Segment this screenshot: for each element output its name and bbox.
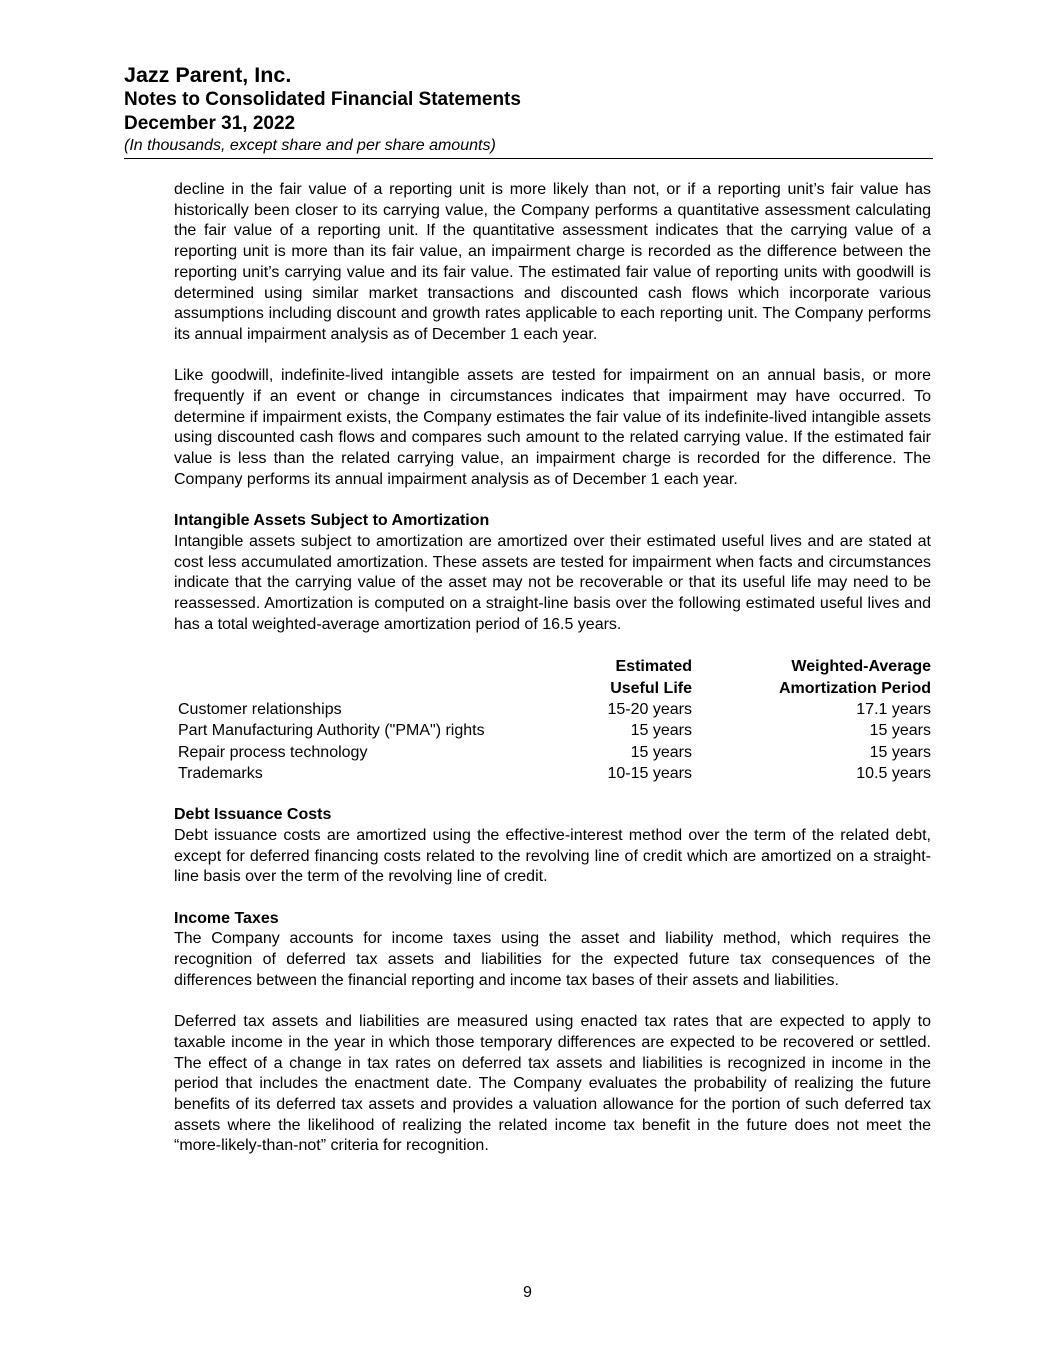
amortization-period: 17.1 years <box>856 700 931 718</box>
document-body <box>174 180 931 1157</box>
intangibles-heading: Intangible Assets Subject to Amortization <box>174 512 490 530</box>
income-taxes-heading: Income Taxes <box>174 909 279 927</box>
useful-life-table <box>178 656 931 784</box>
asset-name: Trademarks <box>178 765 263 783</box>
report-date: December 31, 2022 <box>124 113 296 134</box>
useful-life: 15-20 years <box>607 700 692 718</box>
useful-life: 15 years <box>630 743 692 761</box>
useful-life: 15 years <box>630 722 692 740</box>
useful-life: 10-15 years <box>607 765 692 783</box>
document-title: Notes to Consolidated Financial Statements <box>124 89 521 110</box>
indefinite-lived-paragraph: Like goodwill, indefinite-lived intangible assets are tested for impairment on an annual basis, or more frequently if an event or change in circumstances indicates that impairment may have occurred. To determine if impairment exists, the Company estimates the fair value of its indefinite-lived intangible assets using discounted cash flows and compares such amount to the related carrying value. If the estimated fair value is less than the related carrying value, an impairment charge is recorded for the difference. The Company performs its annual impairment analysis as of December 1 each year. <box>174 367 931 488</box>
company-name: Jazz Parent, Inc. <box>124 63 292 87</box>
col-wavg-header-1: Weighted-Average <box>791 658 931 676</box>
asset-name: Repair process technology <box>178 743 368 761</box>
debt-paragraph: Debt issuance costs are amortized using the effective-interest method over the term of the related debt, except for deferred financing costs related to the revolving line of credit which are amortized on a straight-line basis over the term of the revolving line of credit. <box>174 826 931 886</box>
amortization-period: 10.5 years <box>856 765 931 783</box>
units-note: (In thousands, except share and per share amounts) <box>124 137 496 154</box>
asset-name: Customer relationships <box>178 700 342 718</box>
amortization-period: 15 years <box>869 743 931 761</box>
intangibles-paragraph: Intangible assets subject to amortization are amortized over their estimated useful lives and are stated at cost less accumulated amortization. These assets are tested for impairment when facts and circumstances indicate that the carrying value of the asset may not be recoverable or that its useful life may need to be reassessed. Amortization is computed on a straight-line basis over the following estimated useful lives and has a total weighted-average amortization period of 16.5 years. <box>174 532 931 633</box>
goodwill-paragraph: decline in the fair value of a reporting unit is more likely than not, or if a reporting unit’s fair value has historically been closer to its carrying value, the Company performs a quantitative assessment calculating the fair value of a reporting unit. If the quantitative assessment indicates that the carrying value of a reporting unit is more than its fair value, an impairment charge is recorded as the difference between the reporting unit’s carrying value and its fair value. The estimated fair value of reporting units with goodwill is determined using similar market transactions and discounted cash flows which incorporate various assumptions including discount and growth rates applicable to each reporting unit. The Company performs its annual impairment analysis as of December 1 each year. <box>174 181 931 343</box>
table-header-row <box>178 678 931 699</box>
page-header <box>124 62 933 156</box>
table-header-row <box>178 656 931 677</box>
income-taxes-paragraph-1: The Company accounts for income taxes using the asset and liability method, which requires the recognition of deferred tax assets and liabilities for the expected future tax consequences of the differences between the financial reporting and income tax bases of their assets and liabilities. <box>174 930 931 989</box>
asset-name: Part Manufacturing Authority ("PMA") rights <box>178 722 485 740</box>
table-row <box>178 699 931 720</box>
table-row <box>178 742 931 763</box>
col-life-header-1: Estimated <box>615 658 692 676</box>
col-life-header-2: Useful Life <box>610 679 692 697</box>
income-taxes-paragraph-2: Deferred tax assets and liabilities are measured using enacted tax rates that are expected to apply to taxable income in the year in which those temporary differences are expected to be recovered or settled. The effect of a change in tax rates on deferred tax assets and liabilities is recognized in income in the period that includes the enactment date. The Company evaluates the probability of realizing the future benefits of its deferred tax assets and provides a valuation allowance for the portion of such deferred tax assets where the likelihood of realizing the related income tax benefit in the future does not meet the “more-likely-than-not” criteria for recognition. <box>174 1013 931 1155</box>
table-row <box>178 763 931 784</box>
page-number: 9 <box>523 1284 532 1301</box>
header-rule <box>124 158 933 159</box>
table-row <box>178 720 931 741</box>
debt-heading: Debt Issuance Costs <box>174 806 332 824</box>
col-wavg-header-2: Amortization Period <box>778 679 931 697</box>
amortization-period: 15 years <box>869 722 931 740</box>
